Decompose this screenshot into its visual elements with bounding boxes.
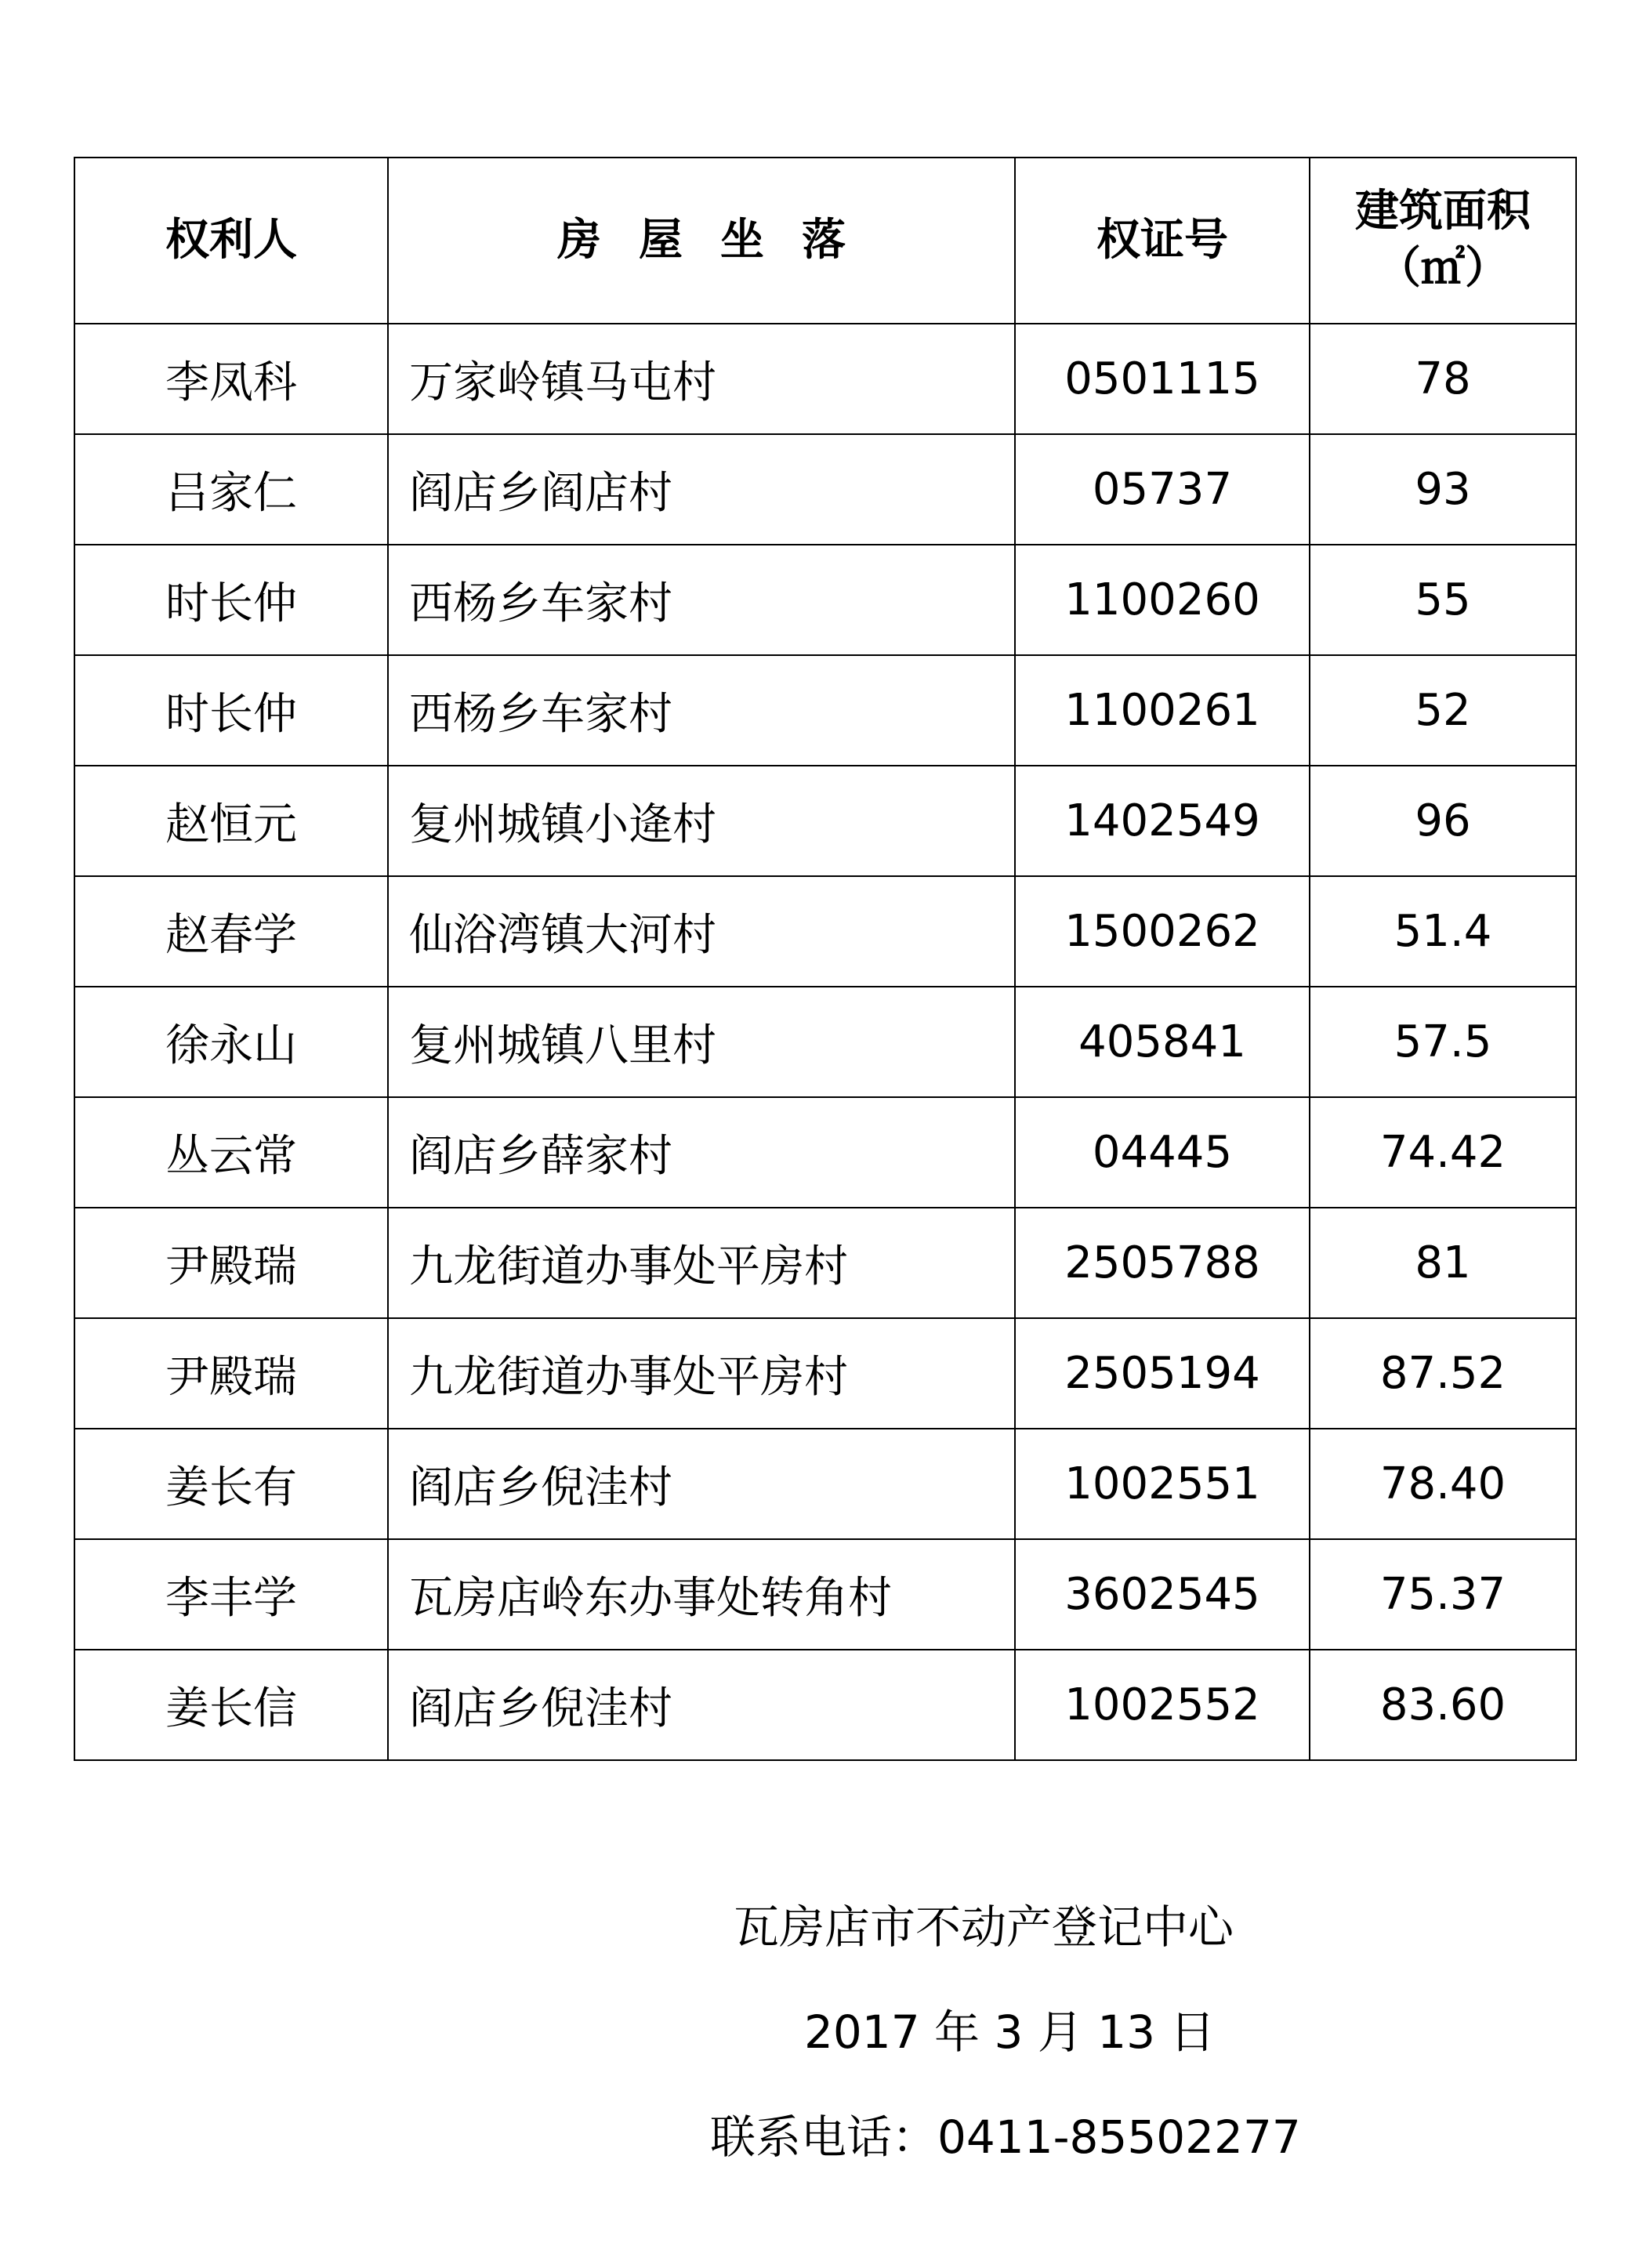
table-row: [74, 1429, 1576, 1539]
owner-cell: 时长仲: [74, 545, 388, 655]
certificate-cell: 2505194: [1015, 1318, 1310, 1429]
area-cell: 81: [1310, 1208, 1576, 1318]
location-cell: 仙浴湾镇大河村: [388, 876, 1015, 987]
owner-cell: 徐永山: [74, 987, 388, 1097]
header-area: [1310, 158, 1576, 324]
owner-cell: 时长仲: [74, 655, 388, 766]
certificate-cell: 405841: [1015, 987, 1310, 1097]
table-row: [74, 655, 1576, 766]
issue-date: 2017 年 3 月 13 日: [804, 2005, 1216, 2059]
location-cell: 九龙街道办事处平房村: [388, 1208, 1015, 1318]
area-cell: 78.40: [1310, 1429, 1576, 1539]
header-location-label: 房屋坐落: [557, 214, 883, 266]
location-cell: 瓦房店岭东办事处转角村: [388, 1539, 1015, 1650]
location-cell: 阎店乡倪洼村: [388, 1429, 1015, 1539]
property-registry-table: [74, 157, 1577, 1761]
certificate-cell: 1500262: [1015, 876, 1310, 987]
table-row: [74, 1539, 1576, 1650]
certificate-cell: 0501115: [1015, 324, 1310, 434]
area-cell: 75.37: [1310, 1539, 1576, 1650]
area-cell: 55: [1310, 545, 1576, 655]
area-cell: 83.60: [1310, 1650, 1576, 1760]
owner-cell: 尹殿瑞: [74, 1208, 388, 1318]
certificate-cell: 1100260: [1015, 545, 1310, 655]
location-cell: 阎店乡薛家村: [388, 1097, 1015, 1208]
certificate-cell: 1100261: [1015, 655, 1310, 766]
table-row: [74, 324, 1576, 434]
owner-cell: 姜长有: [74, 1429, 388, 1539]
location-cell: 九龙街道办事处平房村: [388, 1318, 1015, 1429]
location-cell: 阎店乡阎店村: [388, 434, 1015, 545]
owner-cell: 李丰学: [74, 1539, 388, 1650]
issuing-organization: 瓦房店市不动产登记中心: [734, 1900, 1234, 1954]
certificate-cell: 1402549: [1015, 766, 1310, 876]
table-row: [74, 987, 1576, 1097]
certificate-cell: 1002551: [1015, 1429, 1310, 1539]
location-cell: 阎店乡倪洼村: [388, 1650, 1015, 1760]
table-row: [74, 1097, 1576, 1208]
table-row: [74, 1208, 1576, 1318]
owner-cell: 赵春学: [74, 876, 388, 987]
location-cell: 万家岭镇马屯村: [388, 324, 1015, 434]
table-row: [74, 434, 1576, 545]
area-cell: 52: [1310, 655, 1576, 766]
table-row: [74, 545, 1576, 655]
contact-phone: 联系电话：0411-85502277: [710, 2110, 1301, 2164]
area-cell: 93: [1310, 434, 1576, 545]
certificate-cell: 3602545: [1015, 1539, 1310, 1650]
area-cell: 51.4: [1310, 876, 1576, 987]
header-area-unit: （㎡）: [1377, 243, 1509, 294]
table-row: [74, 766, 1576, 876]
table-header-row: [74, 158, 1576, 324]
header-certificate: 权证号: [1015, 158, 1310, 324]
header-location: [388, 158, 1015, 324]
owner-cell: 吕家仁: [74, 434, 388, 545]
owner-cell: 李凤科: [74, 324, 388, 434]
owner-cell: 丛云常: [74, 1097, 388, 1208]
certificate-cell: 2505788: [1015, 1208, 1310, 1318]
table-row: [74, 1318, 1576, 1429]
certificate-cell: 04445: [1015, 1097, 1310, 1208]
area-cell: 96: [1310, 766, 1576, 876]
certificate-cell: 05737: [1015, 434, 1310, 545]
area-cell: 78: [1310, 324, 1576, 434]
owner-cell: 姜长信: [74, 1650, 388, 1760]
owner-cell: 尹殿瑞: [74, 1318, 388, 1429]
location-cell: 西杨乡车家村: [388, 545, 1015, 655]
area-cell: 87.52: [1310, 1318, 1576, 1429]
certificate-cell: 1002552: [1015, 1650, 1310, 1760]
header-owner: 权利人: [74, 158, 388, 324]
location-cell: 西杨乡车家村: [388, 655, 1015, 766]
area-cell: 57.5: [1310, 987, 1576, 1097]
table-row: [74, 876, 1576, 987]
table-row: [74, 1650, 1576, 1760]
owner-cell: 赵恒元: [74, 766, 388, 876]
location-cell: 复州城镇小逄村: [388, 766, 1015, 876]
area-cell: 74.42: [1310, 1097, 1576, 1208]
location-cell: 复州城镇八里村: [388, 987, 1015, 1097]
header-area-label: 建筑面积: [1355, 186, 1531, 237]
